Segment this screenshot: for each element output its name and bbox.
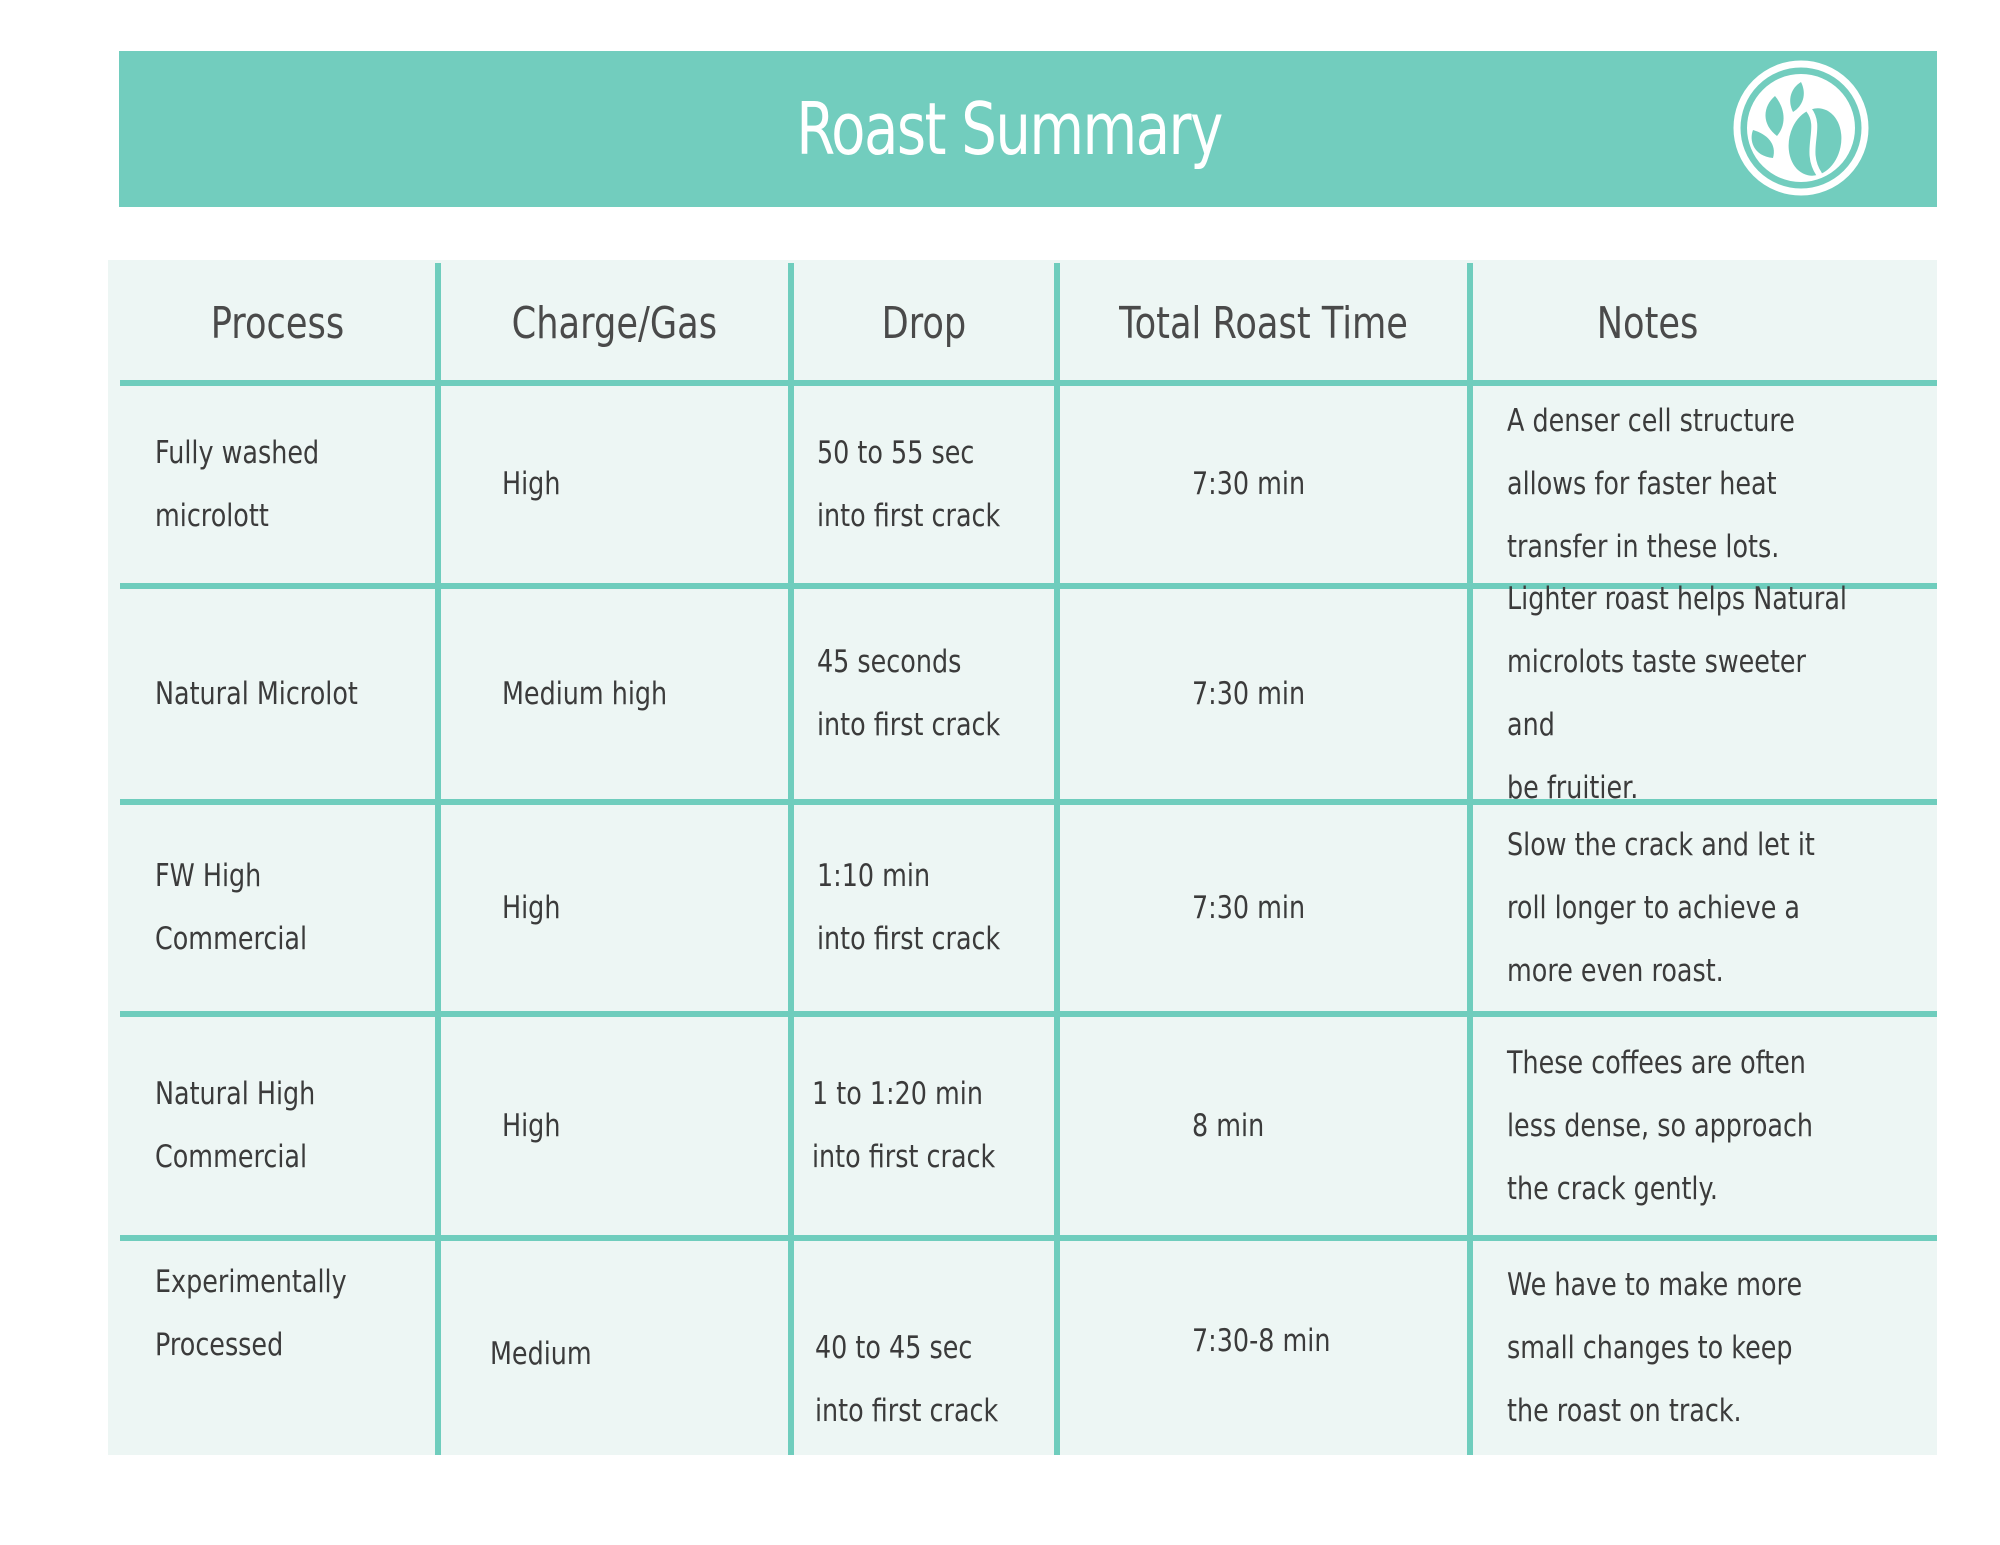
table-cell-process: Natural High Commercial (155, 1076, 316, 1175)
table-cell-charge: High (502, 1107, 561, 1144)
table-cell-drop: 40 to 45 sec into first crack (815, 1330, 999, 1429)
table-cell-time: 7:30 min (1192, 466, 1306, 502)
column-header-total-roast-time: Total Roast Time (1119, 298, 1408, 349)
table-cell-notes: A denser cell structure allows for faster heat transfer in these lots. (1507, 403, 1795, 565)
table-cell-process: Fully washed microlott (155, 434, 320, 534)
page-title: Roast Summary (796, 87, 1222, 171)
table-cell-charge: Medium high (502, 675, 668, 712)
column-divider (1054, 263, 1060, 1455)
table-cell-time: 8 min (1192, 1107, 1265, 1144)
table-cell-charge: High (502, 466, 561, 502)
column-header-process: Process (210, 298, 345, 349)
column-divider (435, 263, 441, 1455)
coffee-bean-leaf-logo-icon (1731, 58, 1871, 198)
table-cell-drop: 1 to 1:20 min into first crack (812, 1076, 996, 1175)
column-header-drop: Drop (881, 298, 967, 349)
table-cell-process: FW High Commercial (155, 858, 308, 957)
column-header-notes: Notes (1597, 298, 1699, 349)
table-cell-time: 7:30 min (1192, 889, 1306, 926)
table-cell-time: 7:30 min (1192, 675, 1306, 712)
column-divider (788, 263, 794, 1455)
column-header-charge-gas: Charge/Gas (511, 298, 718, 349)
table-cell-process: Experimentally Processed (155, 1264, 347, 1363)
table-cell-process: Natural Microlot (155, 675, 358, 712)
column-divider (1467, 263, 1473, 1455)
table-cell-charge: Medium (490, 1335, 592, 1372)
table-cell-notes: These coffees are often less dense, so approach the crack gently. (1507, 1044, 1814, 1207)
title-banner (119, 51, 1937, 207)
table-cell-charge: High (502, 889, 561, 926)
table-cell-notes: We have to make more small changes to keep the roast on track. (1507, 1266, 1803, 1429)
table-cell-notes: Slow the crack and let it roll longer to achieve a more even roast. (1507, 826, 1815, 989)
table-cell-time: 7:30-8 min (1192, 1322, 1331, 1359)
table-cell-drop: 45 seconds into first crack (817, 644, 1001, 743)
table-cell-drop: 1:10 min into first crack (817, 858, 1001, 957)
table-cell-drop: 50 to 55 sec into first crack (817, 434, 1001, 534)
table-cell-notes: Lighter roast helps Natural microlots taste sweeter and be fruitier. (1507, 581, 1847, 806)
